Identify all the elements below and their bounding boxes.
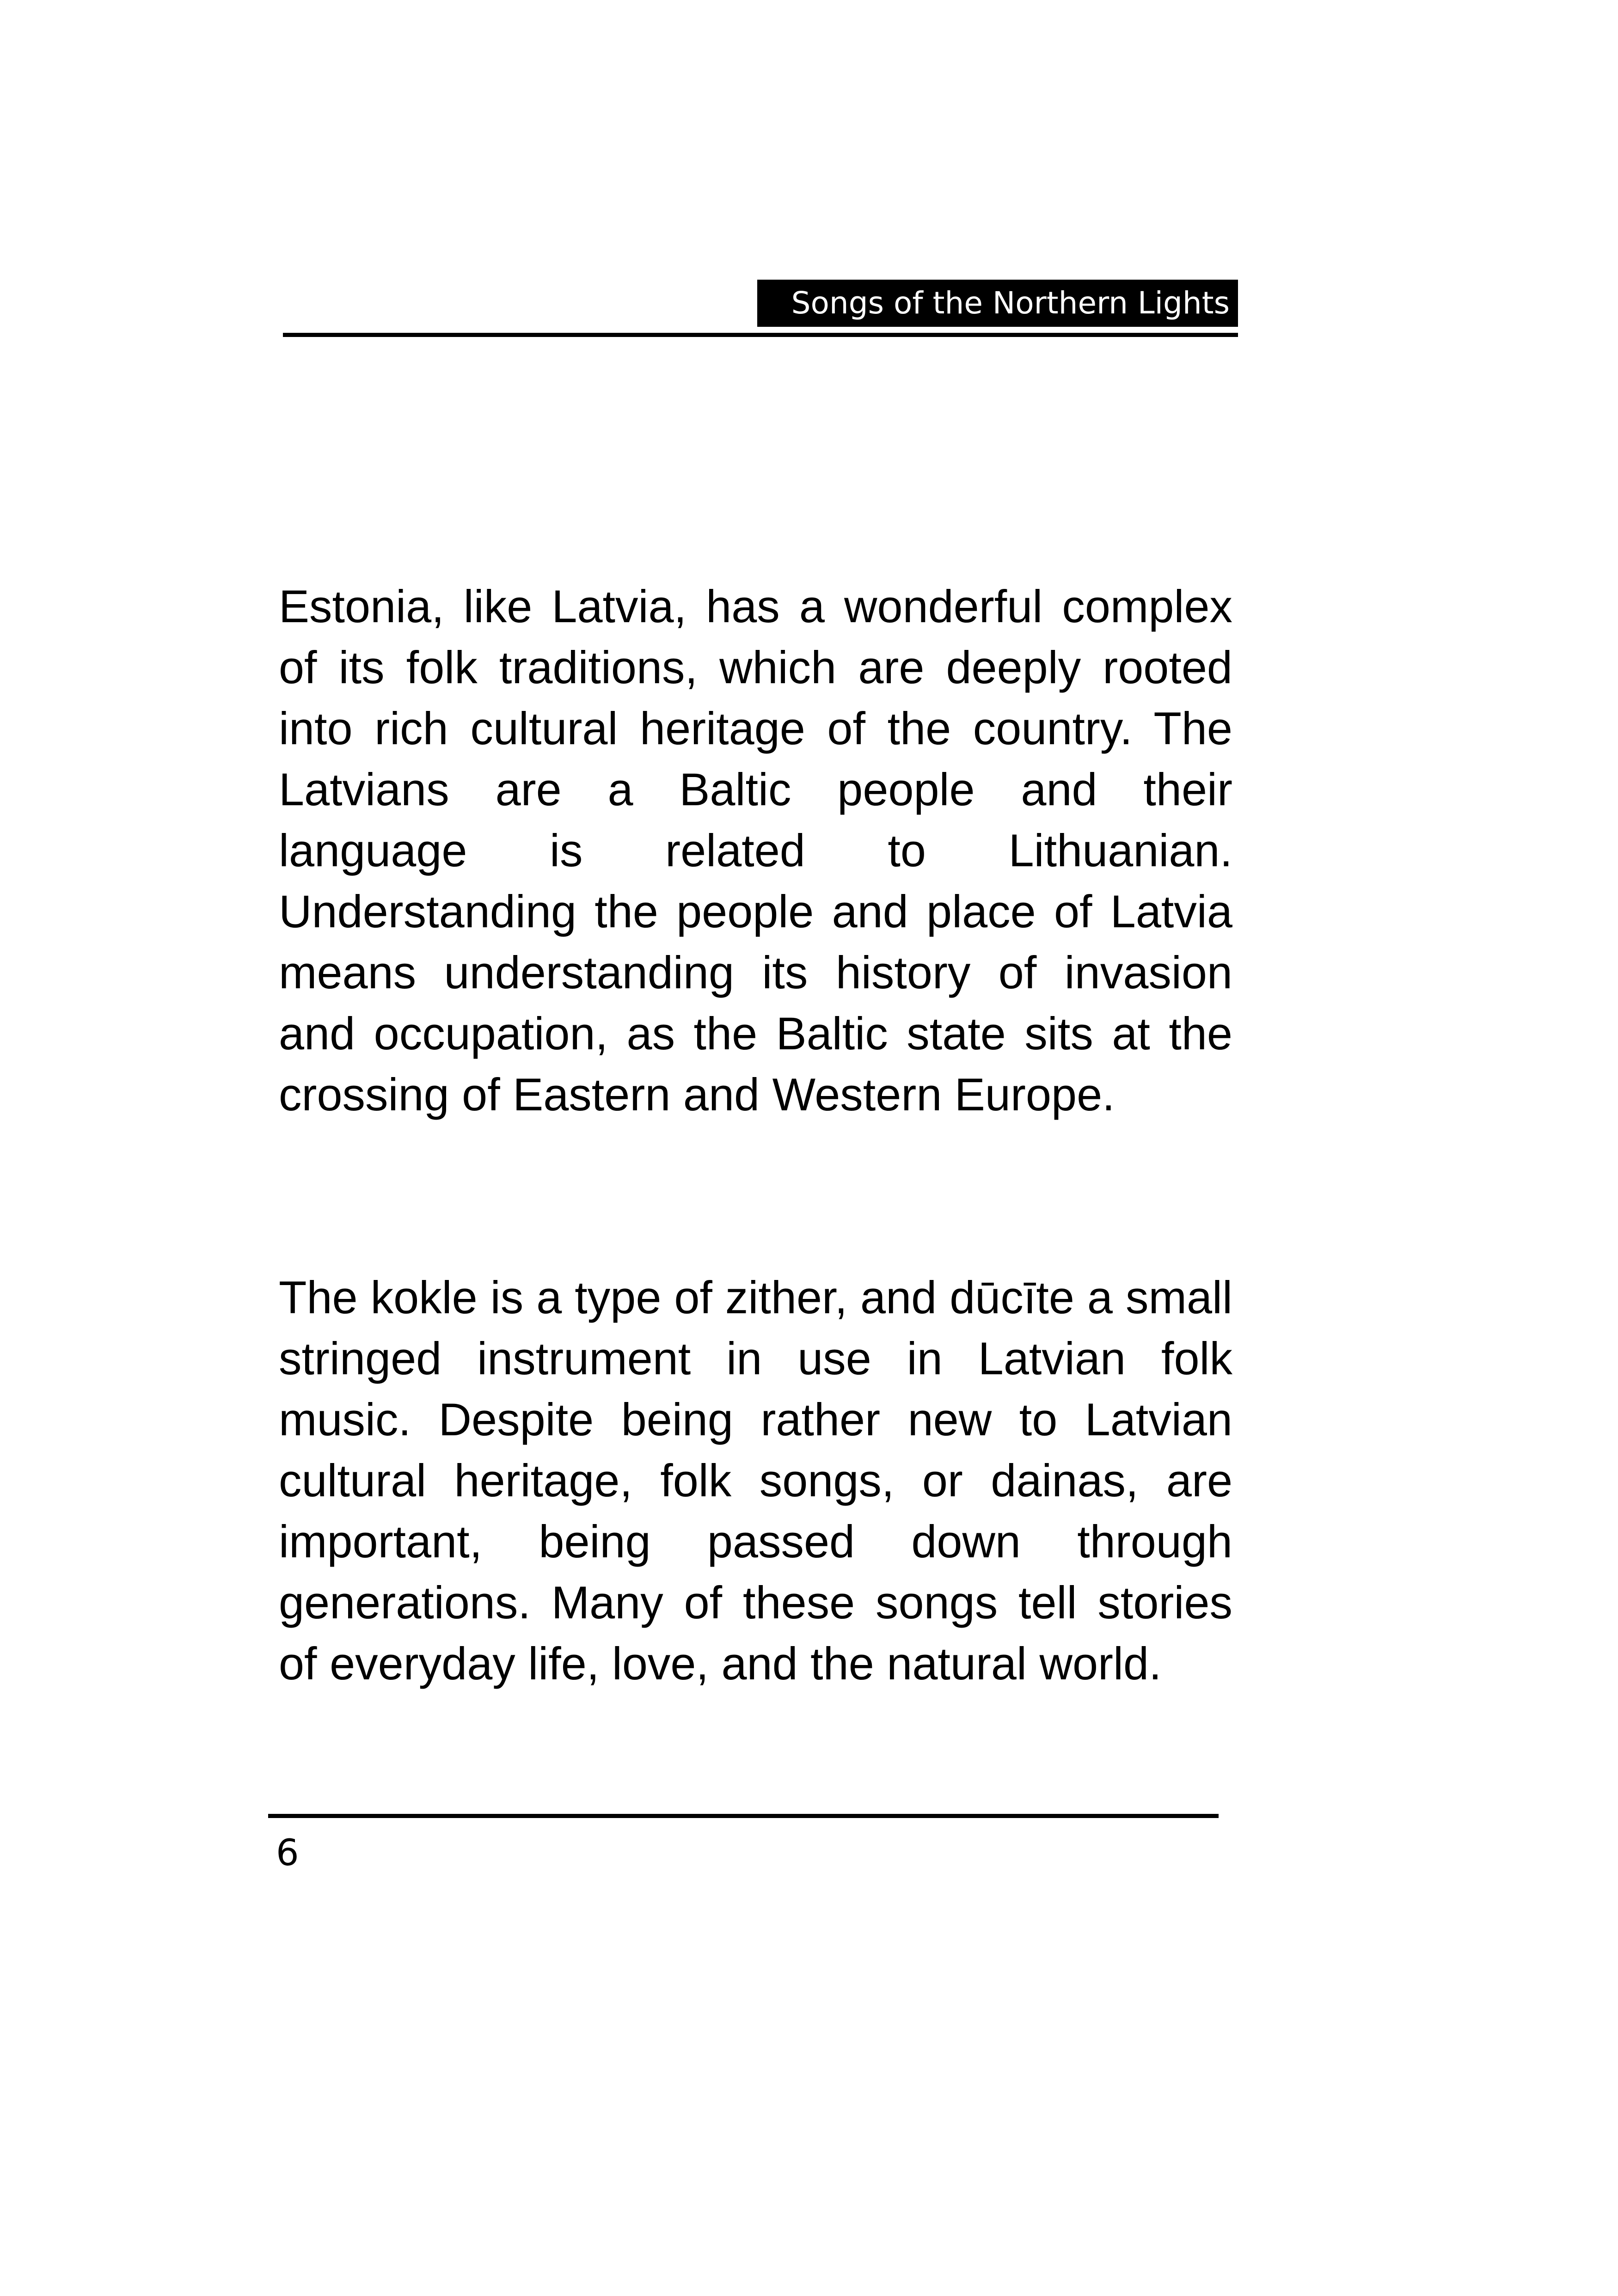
page-number: 6 <box>276 1832 299 1874</box>
footer-divider <box>268 1814 1219 1818</box>
header-divider <box>283 333 1238 337</box>
body-paragraph-1: Estonia, like Latvia, has a wonderful complex of its folk traditions, which are deeply rooted into rich cultural heritage of the country. The Latvians are a Baltic people and their language is related to Lithuanian. Understanding the people and place of Latvia means understanding its history of invasion and occupation, as the Baltic state sits at the crossing of Eastern and Western Europe. <box>279 581 1232 1120</box>
running-header-title: Songs of the Northern Lights <box>757 280 1238 327</box>
body-paragraph-2: The kokle is a type of zither, and dūcīte a small stringed instrument in use in Latvian folk music. Despite being rather new to Latvian cultural heritage, folk songs, or dainas, are important, being passed down through generations. Many of these songs tell stories of everyday life, love, and the natural world. <box>279 1272 1232 1689</box>
